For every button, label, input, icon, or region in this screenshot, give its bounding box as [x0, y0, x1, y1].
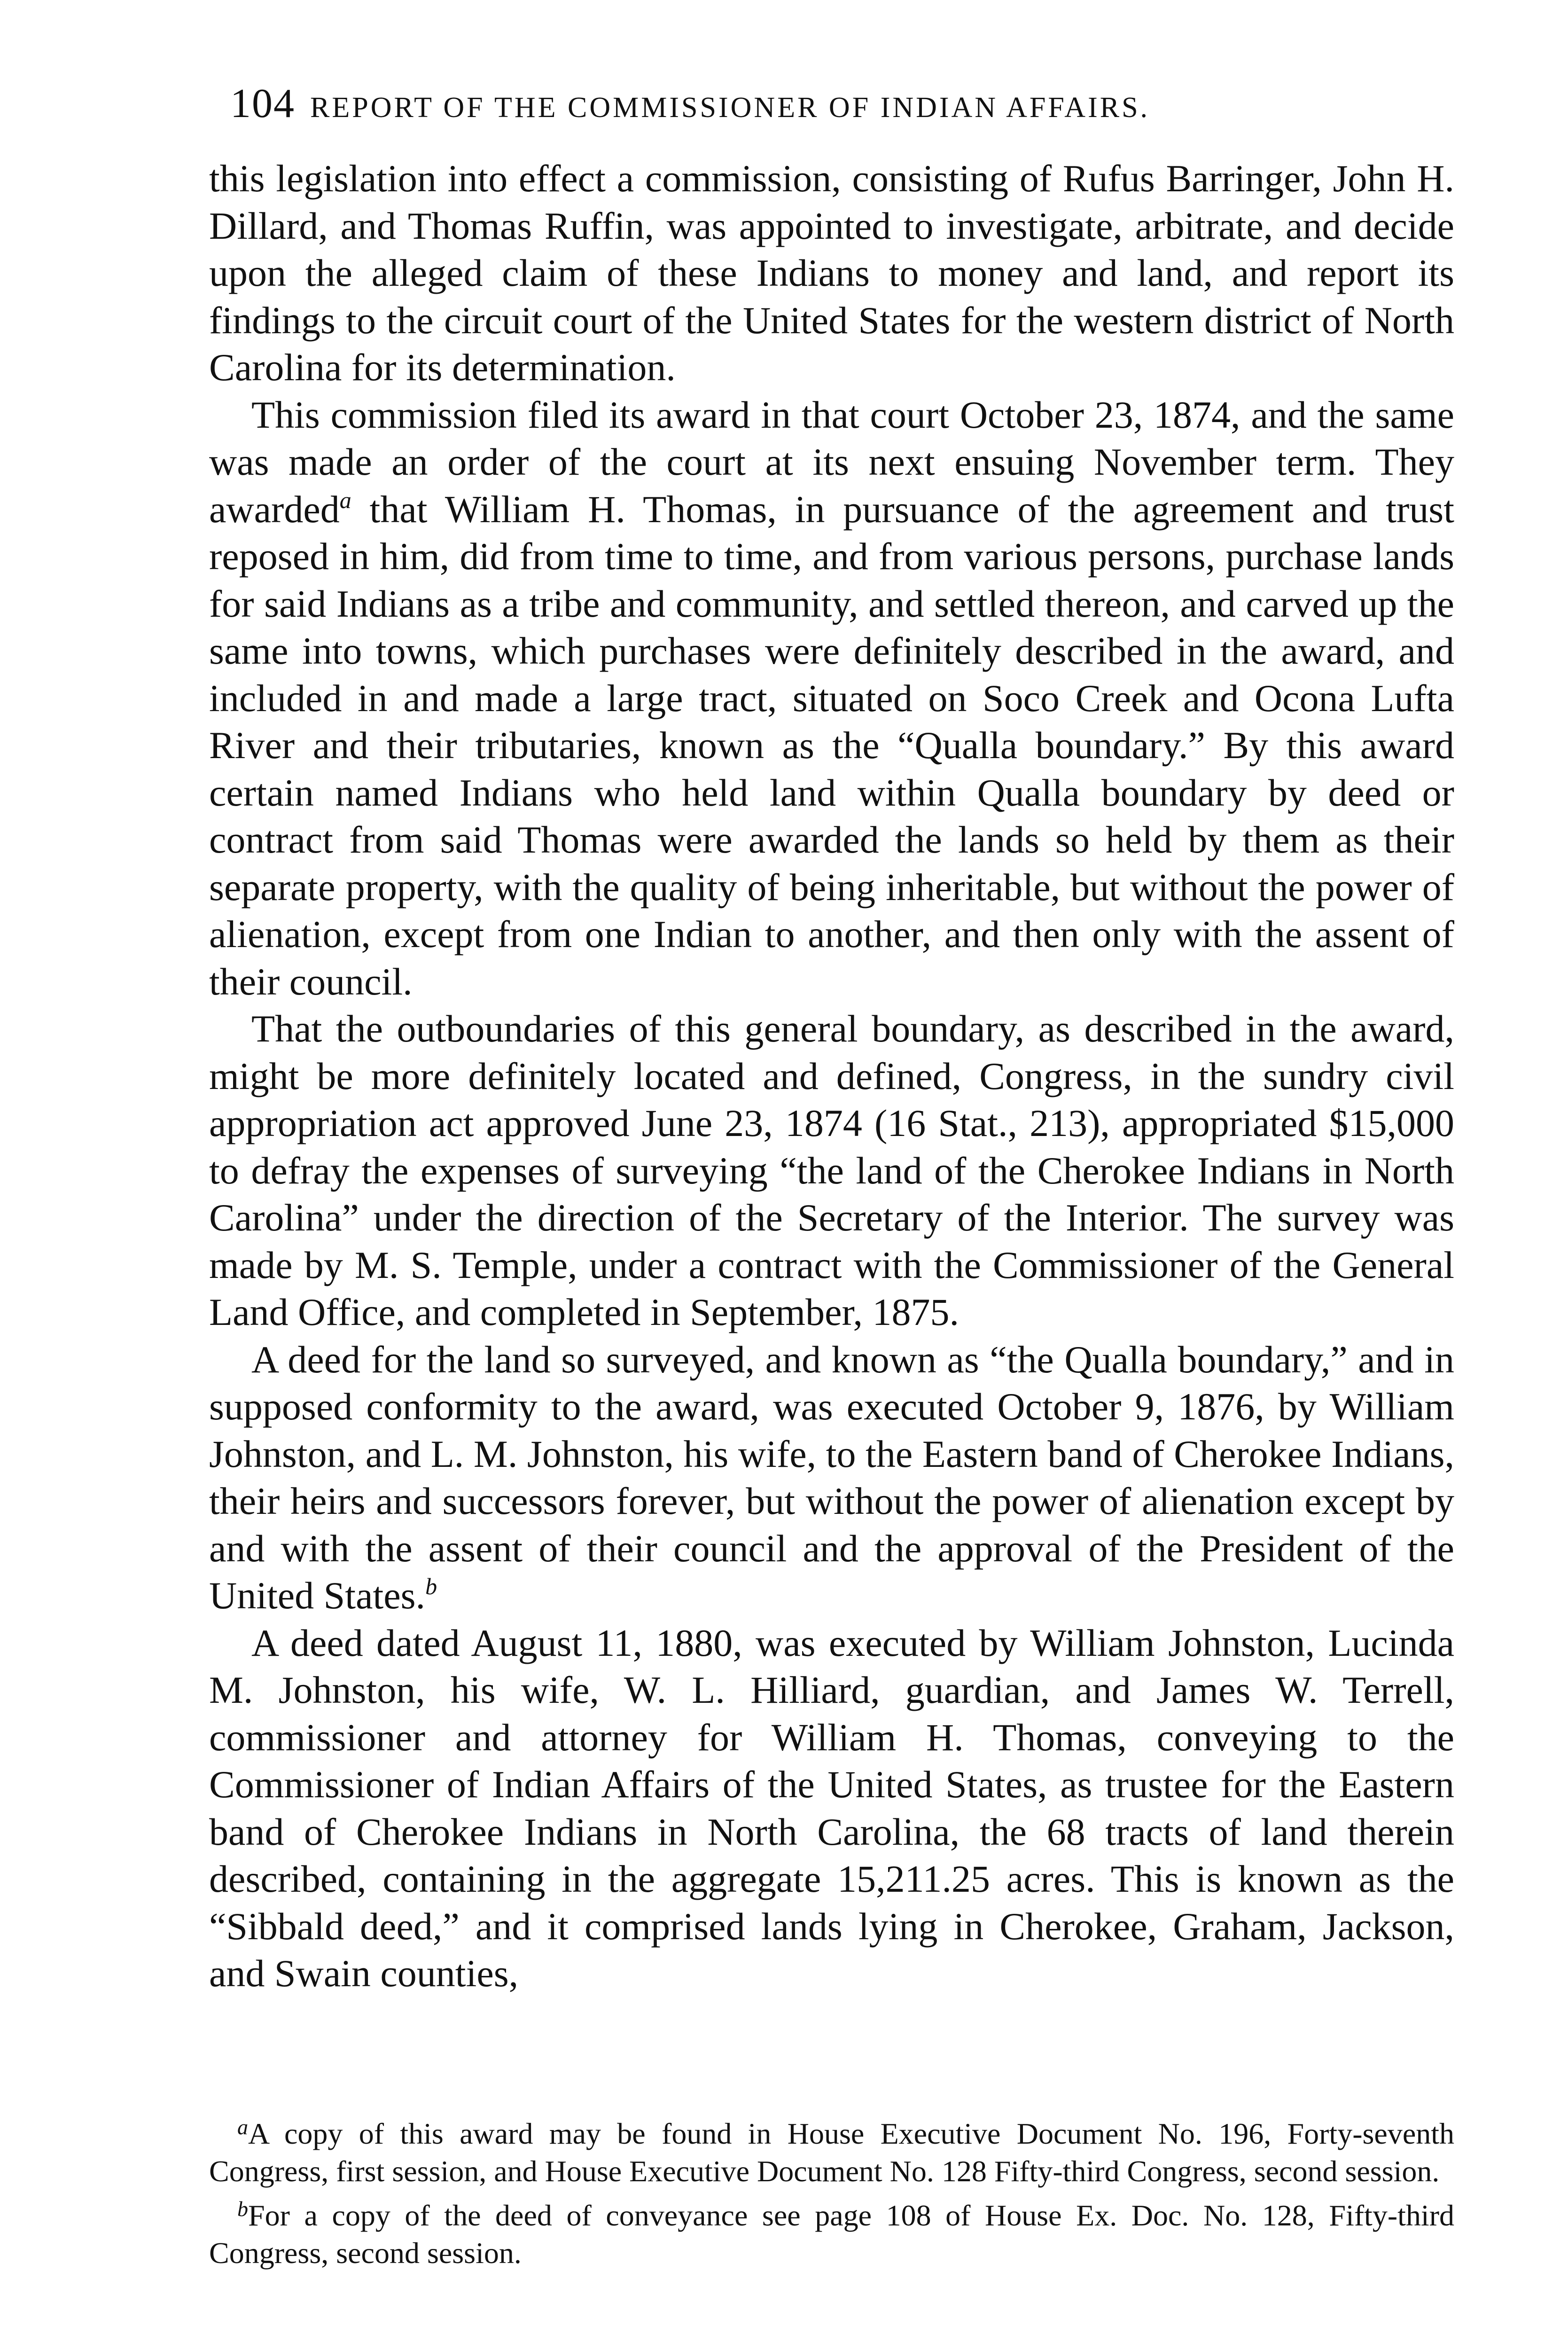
paragraph-text: that William H. Thomas, in pursuance of the agreement and trust reposed in him, did from time to time, and from various persons, purchase lands for said Indians as a tribe and community, and settled thereon, and carved up the same into towns, which purchases were definitely described in the award, and included in and made a large tract, situated on Soco Creek and Ocona Lufta River and their tributaries, known as the “Qualla boundary.” By this award certain named Indians who held land within Qualla boundary by deed or contract from said Thomas were awarded the lands so held by them as their separate property, with the quality of being inheritable, but without the power of alienation, except from one Indian to another, and then only with the assent of their council. [209, 487, 1454, 1003]
footnote-mark: a [237, 2115, 248, 2139]
page-number: 104 [230, 81, 295, 126]
footnote-reference-a[interactable]: a [339, 486, 351, 513]
footnote-reference-b[interactable]: b [425, 1573, 437, 1599]
footnote-b [209, 2197, 1454, 2272]
page-header [230, 80, 1344, 132]
footnote-mark: b [237, 2197, 248, 2221]
paragraph-commission-award [209, 392, 1454, 1006]
paragraph-sibbald-deed: A deed dated August 11, 1880, was executed by William Johnston, Lucinda M. Johnston, his wife, W. L. Hilliard, guardian, and James W. Terrell, commissioner and attorney for William H. Thomas, conveying to the Commissioner of Indian Affairs of the United States, as trustee for the Eastern band of Cherokee Indians in North Carolina, the 68 tracts of land therein described, containing in the aggregate 15,211.25 acres. This is known as the “Sibbald deed,” and it comprised lands lying in Cherokee, Graham, Jackson, and Swain counties, [209, 1621, 1454, 1995]
paragraph-text: This commission filed its award in that court October 23, 1874, and the same was made an order of the court at its next ensuing November term. They awarded [209, 393, 1454, 531]
running-title: REPORT OF THE COMMISSIONER OF INDIAN AFFAIRS. [310, 92, 1150, 124]
paragraph-text: A deed for the land so surveyed, and known as “the Qualla boundary,” and in supposed conformity to the award, was executed October 9, 1876, by William Johnston, and L. M. Johnston, his wife, to the Eastern band of Cherokee Indians, their heirs and successors forever, but without the power of alienation except by and with the assent of their council and the approval of the President of the United States. [209, 1338, 1454, 1617]
paragraph-outboundaries: That the outboundaries of this general boundary, as described in the award, might be more definitely located and defined, Congress, in the sundry civil appropriation act approved June 23, 1874 (16 Stat., 213), appropriated $15,000 to defray the expenses of surveying “the land of the Cherokee Indians in North Carolina” under the direction of the Secretary of the Interior. The survey was made by M. S. Temple, under a contract with the Commissioner of the General Land Office, and completed in September, 1875. [209, 1007, 1454, 1333]
paragraph-continued: this legislation into effect a commission, consisting of Rufus Barringer, John H. Dillard, and Thomas Ruffin, was appointed to investigate, arbitrate, and decide upon the alleged claim of these Indians to money and land, and report its findings to the circuit court of the United States for the western district of North Carolina for its determination. [209, 157, 1454, 389]
body-text [209, 155, 1454, 1998]
footnote-a [209, 2115, 1454, 2190]
paragraph-deed-qualla [209, 1336, 1454, 1620]
footnote-text: For a copy of the deed of conveyance see page 108 of House Ex. Doc. No. 128, Fifty-third Congress, second session. [209, 2199, 1454, 2270]
footnotes [209, 2115, 1454, 2279]
footnote-text: A copy of this award may be found in House Executive Document No. 196, Forty-seventh Congress, first session, and House Executive Document No. 128 Fifty-third Congress, second session. [209, 2117, 1454, 2188]
